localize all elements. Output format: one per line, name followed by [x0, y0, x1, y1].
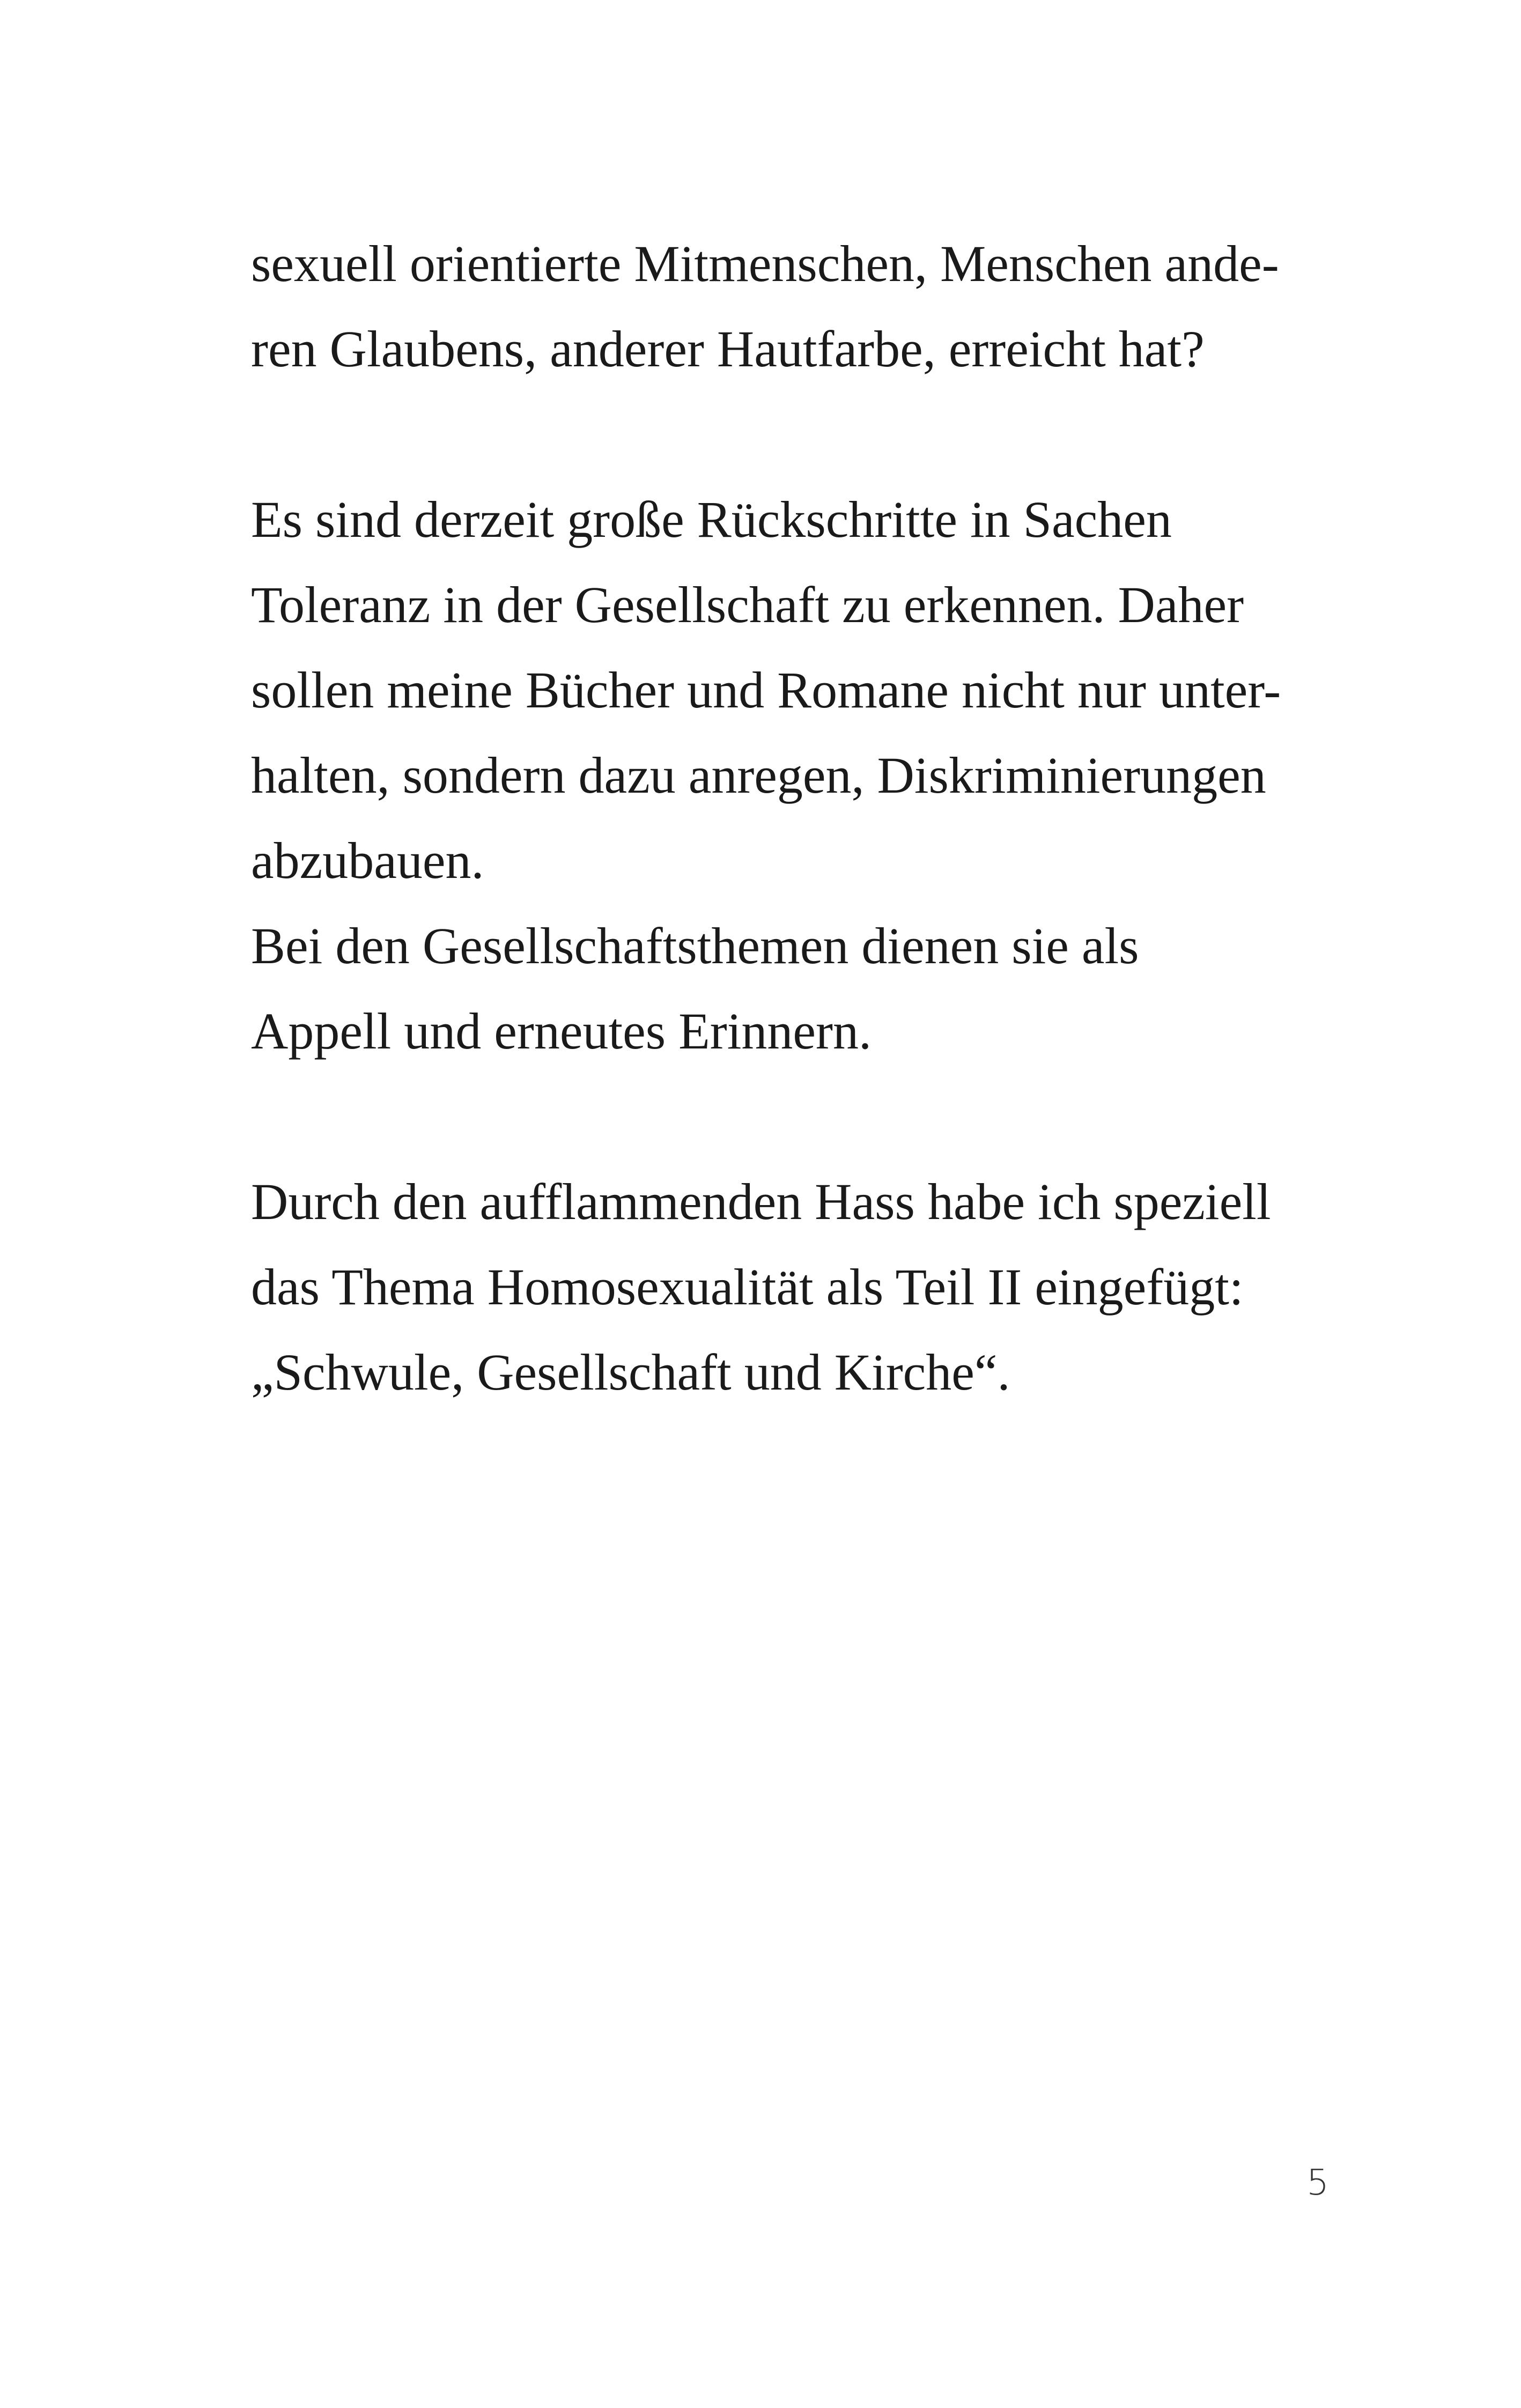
paragraph [251, 221, 1329, 392]
text-line: abzubauen. [251, 832, 484, 889]
text-line: „Schwule, Gesellschaft und Kirche“. [251, 1343, 1010, 1401]
text-line: sexuell orientierte Mitmenschen, Menschen ande- [251, 235, 1279, 292]
text-line: Bei den Gesellschaftsthemen dienen sie als [251, 917, 1139, 974]
paragraph-spacer [251, 1074, 1329, 1159]
paragraph [251, 477, 1329, 1074]
text-line: das Thema Homosexualität als Teil II eingefügt: [251, 1258, 1244, 1316]
text-line: Appell und erneutes Erinnern. [251, 1002, 872, 1060]
text-line: Durch den aufflammenden Hass habe ich speziell [251, 1173, 1271, 1230]
body-text [251, 221, 1329, 1415]
text-line: Toleranz in der Gesellschaft zu erkennen. Daher [251, 576, 1244, 633]
text-line: ren Glaubens, anderer Hautfarbe, erreicht hat? [251, 320, 1205, 378]
text-line: Es sind derzeit große Rückschritte in Sachen [251, 491, 1172, 548]
paragraph-spacer [251, 392, 1329, 477]
text-line: sollen meine Bücher und Romane nicht nur unter- [251, 661, 1281, 719]
text-line: halten, sondern dazu anregen, Diskriminierungen [251, 747, 1266, 804]
paragraph [251, 1159, 1329, 1415]
page-number: 5 [1306, 2162, 1329, 2203]
